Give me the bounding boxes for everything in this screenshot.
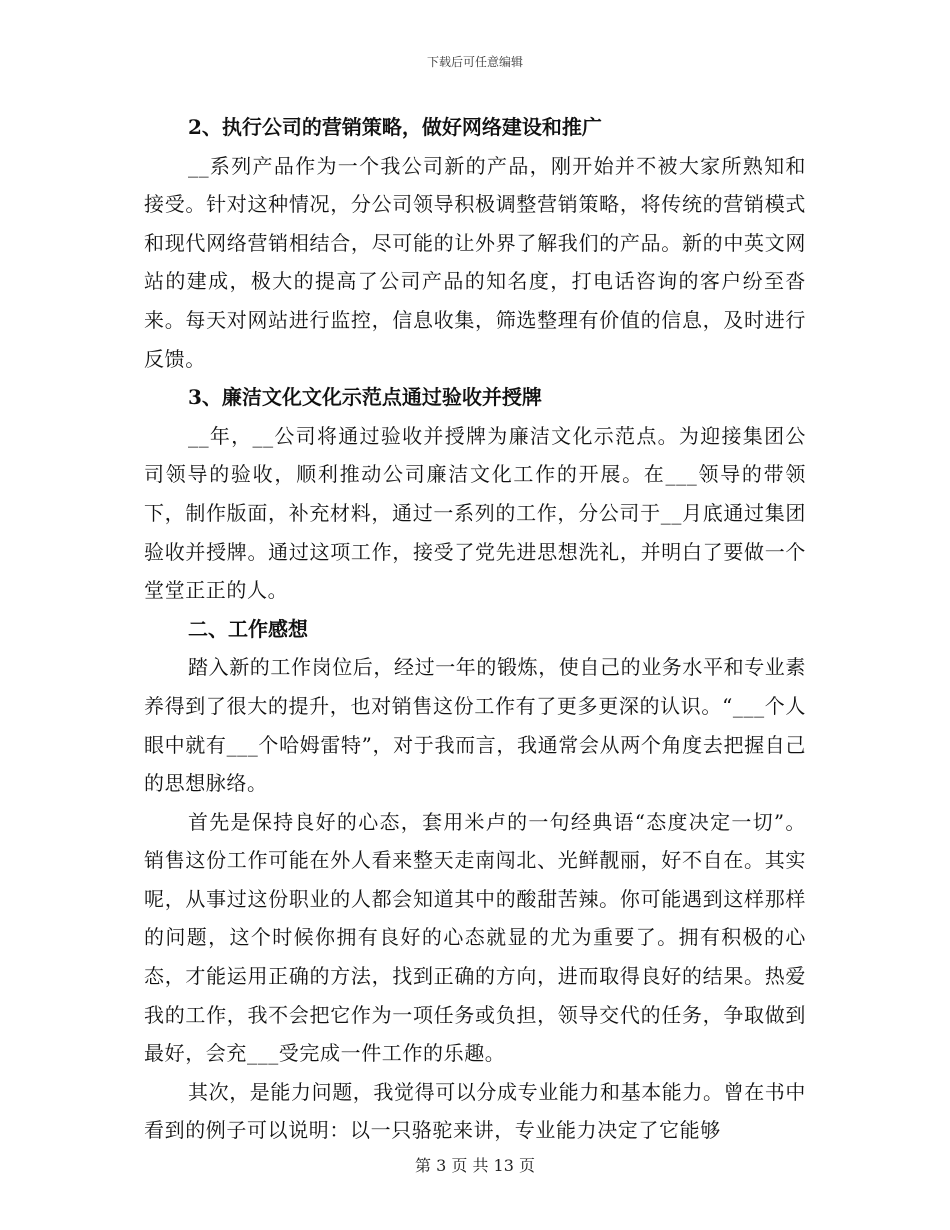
paragraph: 首先是保持良好的心态，套用米卢的一句经典语“态度决定一切”。销售这份工作可能在外人看来整天走南闯北、光鲜靓丽，好不自在。其实呢，从事过这份职业的人都会知道其中的酸甜苦辣。你可能遇到这样那样的问题，这个时候你拥有良好的心态就显的尤为重要了。拥有积极的心态，才能运用正确的方法，找到正确的方向，进而取得良好的结果。热爱我的工作，我不会把它作为一项任务或负担，领导交代的任务，争取做到最好，会充___受完成一件工作的乐趣。: [144, 809, 806, 1066]
header-note: 下载后可任意编辑: [426, 55, 523, 69]
page-number: 第 3 页 共 13 页: [415, 1156, 535, 1175]
section-heading: 二、工作感想: [188, 616, 308, 641]
section-heading: 2、执行公司的营销策略，做好网络建设和推广: [188, 115, 602, 139]
paragraph: 踏入新的工作岗位后，经过一年的锻炼，使自己的业务水平和专业素养得到了很大的提升，也对销售这份工作有了更多更深的认识。“___个人眼中就有___个哈姆雷特”，对于我而言，我通常会从两个角度去把握自己的思想脉络。: [144, 655, 806, 796]
section-heading: 3、廉洁文化文化示范点通过验收并授牌: [188, 385, 542, 410]
paragraph: 其次，是能力问题，我觉得可以分成专业能力和基本能力。曾在书中看到的例子可以说明：以一只骆驼来讲，专业能力决定了它能够: [144, 1079, 806, 1143]
paragraph: __系列产品作为一个我公司新的产品，刚开始并不被大家所熟知和接受。针对这种情况，分公司领导积极调整营销策略，将传统的营销模式和现代网络营销相结合，尽可能的让外界了解我们的产品。新的中英文网站的建成，极大的提高了公司产品的知名度，打电话咨询的客户纷至沓来。每天对网站进行监控，信息收集，筛选整理有价值的信息，及时进行反馈。: [144, 153, 806, 371]
paragraph: __年，__公司将通过验收并授牌为廉洁文化示范点。为迎接集团公司领导的验收，顺利推动公司廉洁文化工作的开展。在___领导的带领下，制作版面，补充材料，通过一系列的工作，分公司于__月底通过集团验收并授牌。通过这项工作，接受了党先进思想洗礼，并明白了要做一个堂堂正正的人。: [144, 423, 806, 603]
document-body: [144, 108, 806, 1150]
